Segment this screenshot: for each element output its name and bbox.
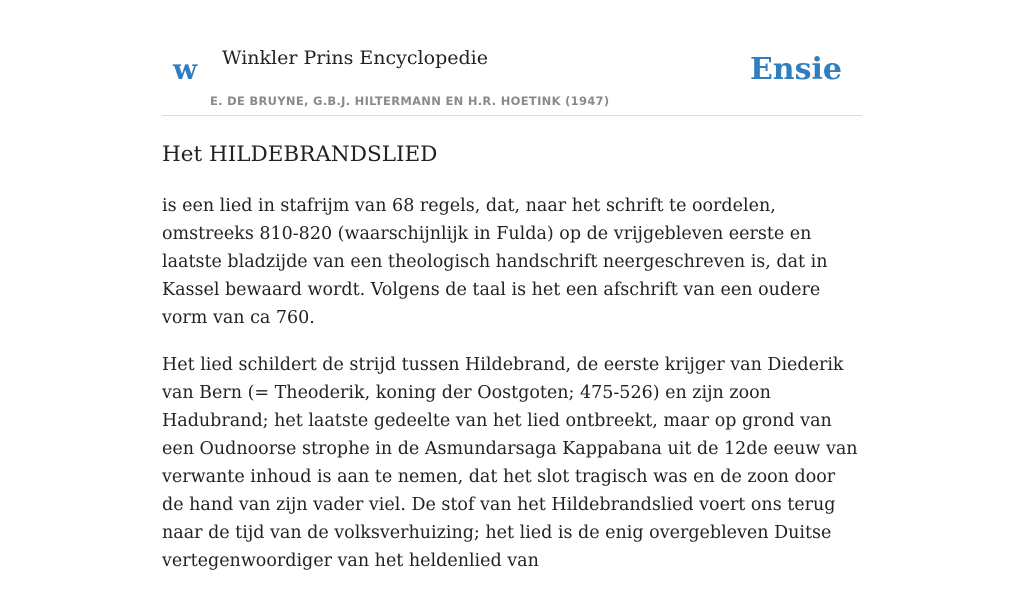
article-paragraph: is een lied in stafrijm van 68 regels, dat, naar het schrift te oordelen, omstreeks 810-820 (waarschijnlijk in Fulda) op de vrijgebleven eerste en laatste bladzijde van een theologisch handschrift neergeschreven is, dat in Kassel bewaard wordt. Volgens de taal is het een afschrift van een oudere vorm van ca 760. bbox=[162, 196, 828, 328]
article-paragraph: Het lied schildert de strijd tussen Hildebrand, de eerste krijger van Diederik van Bern (= Theoderik, koning der Oostgoten; 475-526) en zijn zoon Hadubrand; het laatste gedeelte van het lied ontbreekt, maar op grond van een Oudnoorse strophe in de Asmundarsaga Kappabana uit de 12de eeuw van verwante inhoud is aan te nemen, dat het slot tragisch was en de zoon door de hand van zijn vader viel. De stof van het Hildebrandslied voert ons terug naar de tijd van de volksverhuizing; het lied is de enig overgebleven Duitse vertegenwoordiger van het heldenlied van bbox=[162, 355, 858, 571]
winkler-prins-logo-icon: w bbox=[173, 53, 198, 86]
article-body bbox=[162, 192, 862, 594]
article-headword: Het HILDEBRANDSLIED bbox=[162, 142, 438, 167]
source-authors: E. DE BRUYNE, G.B.J. HILTERMANN EN H.R. HOETINK (1947) bbox=[210, 94, 610, 108]
ensie-logo[interactable]: Ensie bbox=[749, 52, 842, 87]
source-title-link[interactable]: Winkler Prins Encyclopedie bbox=[222, 47, 488, 69]
header-divider bbox=[162, 115, 862, 116]
